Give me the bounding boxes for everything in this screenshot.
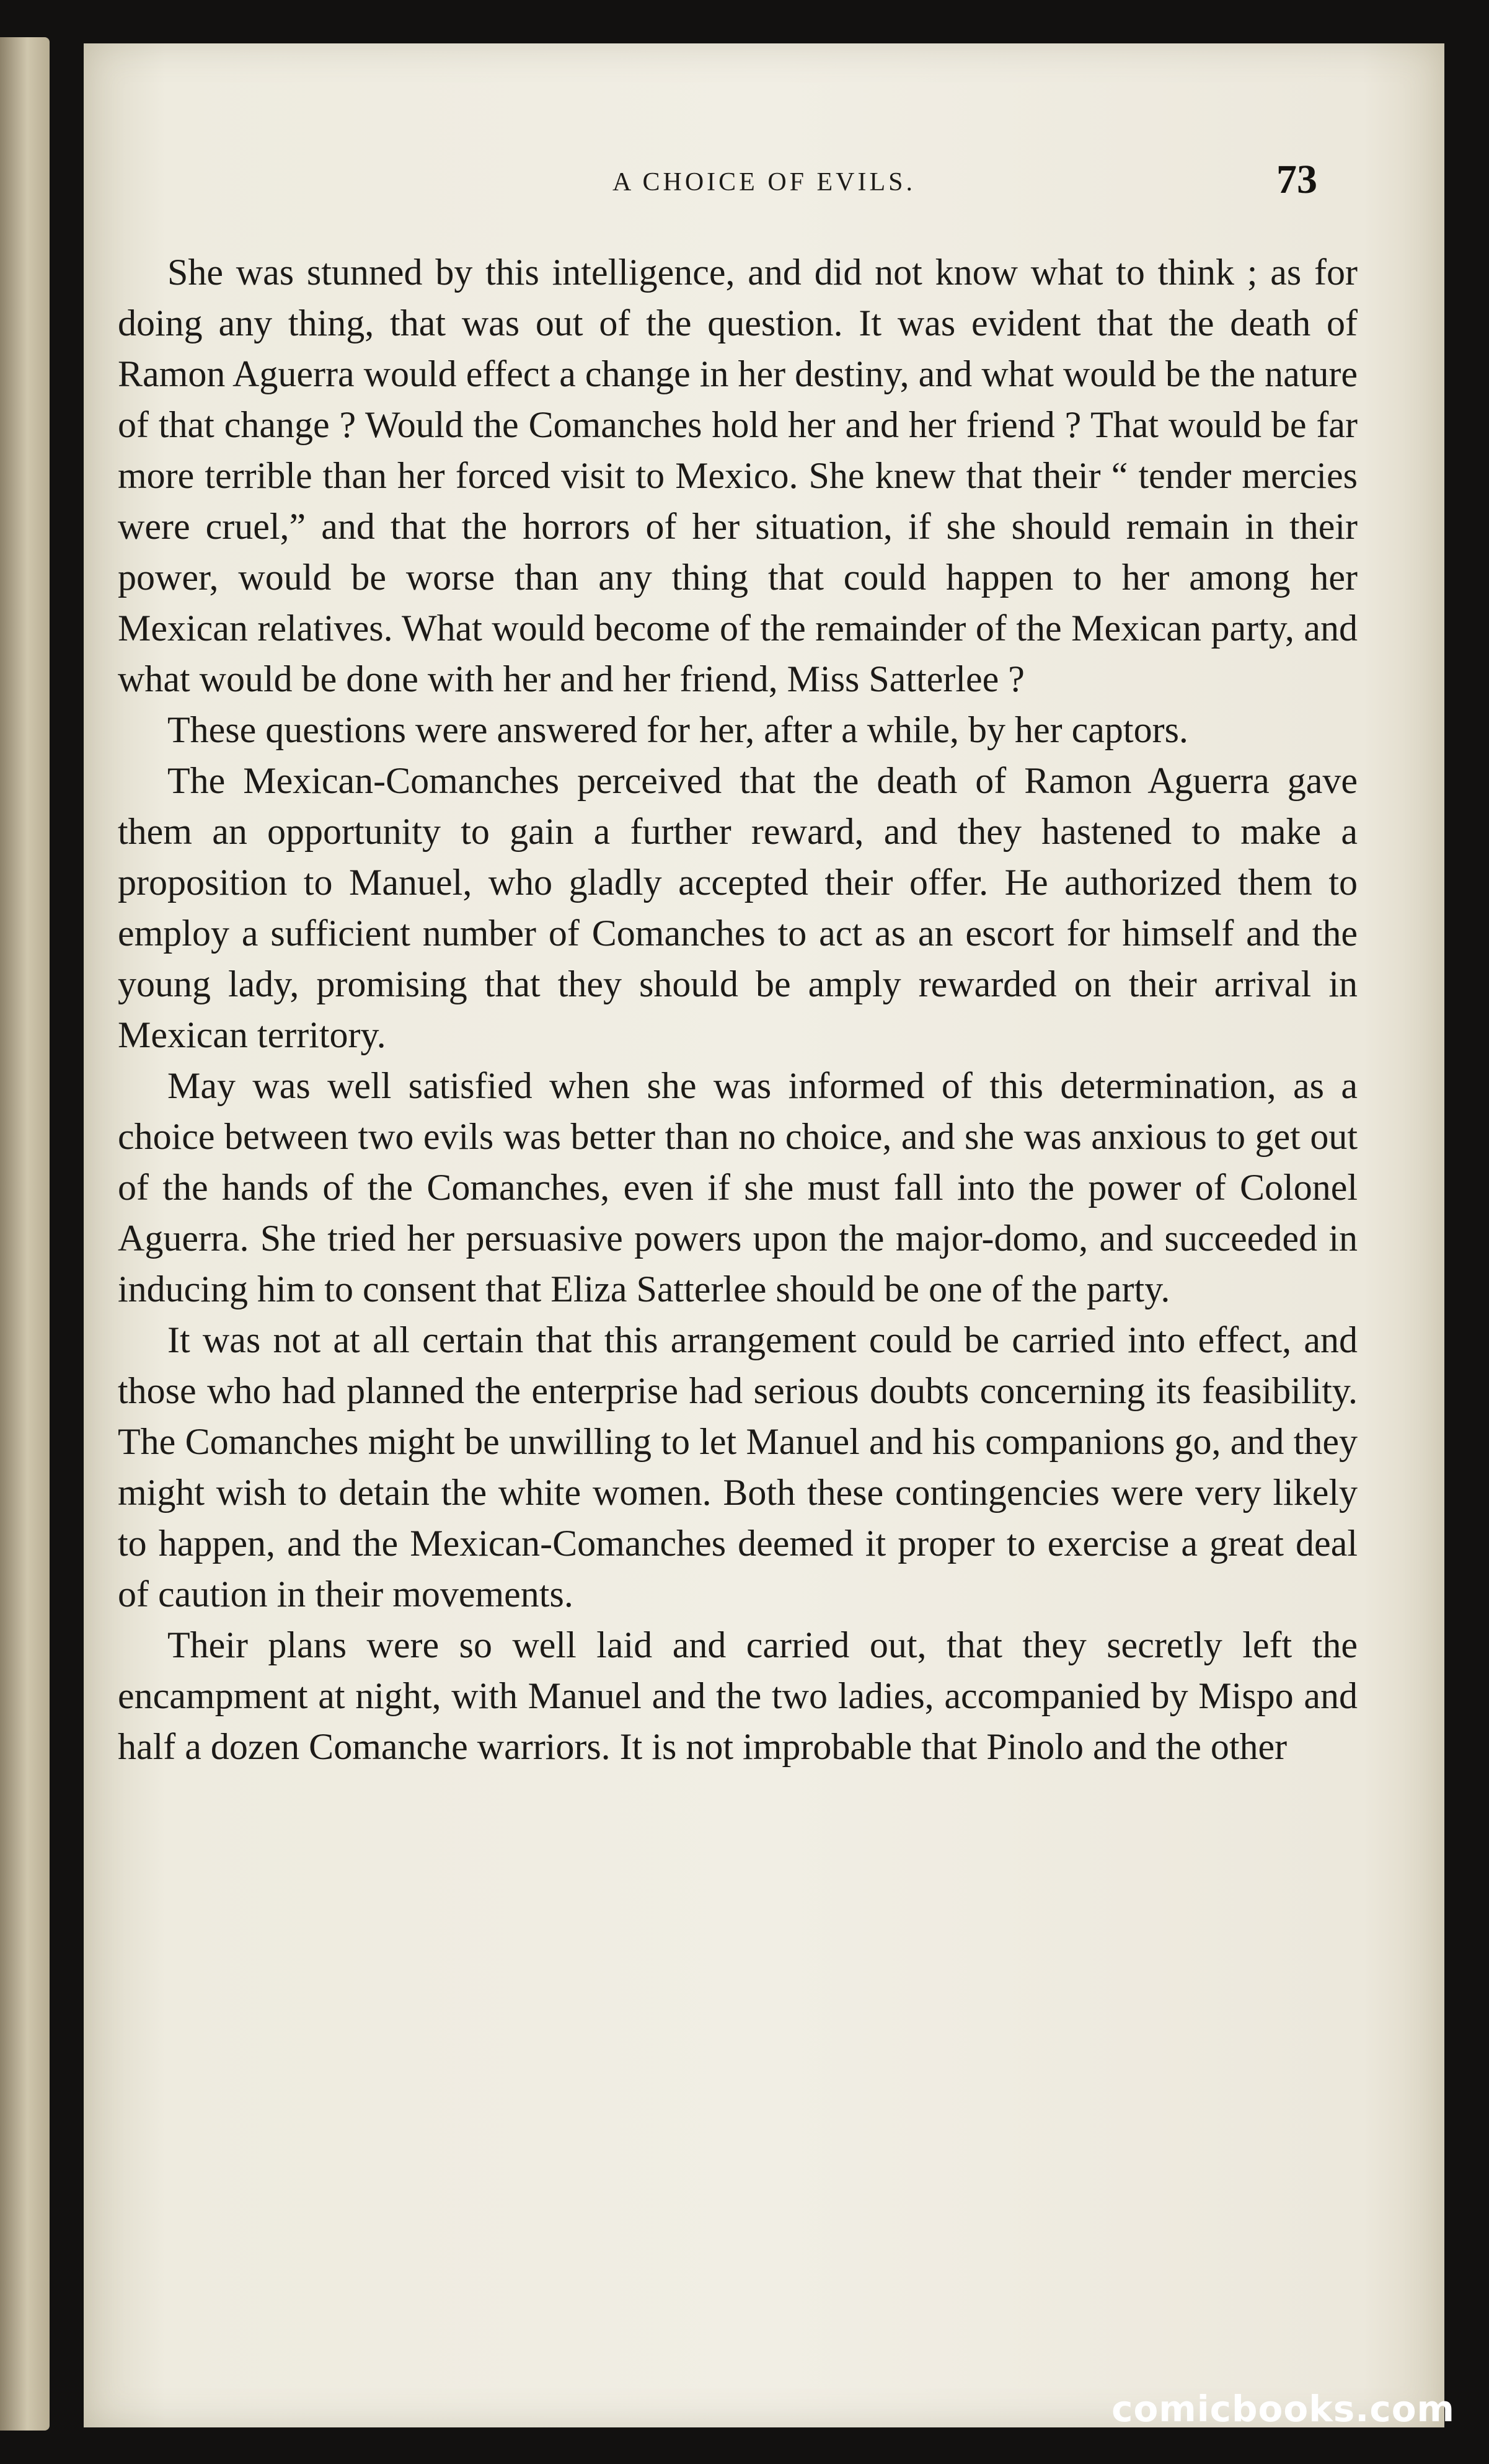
paragraph: The Mexican-Comanches perceived that the death of Ramon Aguerra gave them an opportunity to gain a further reward, and they hastened to make a proposition to Manuel, who gladly accepted their offer. He authorized them to employ a sufficient number of Comanches to act as an escort for himself and the young lady, promising that they should be amply rewarded on their arrival in Mexican territory. [118,760,1358,1055]
running-head [84,149,1444,211]
body-text [118,247,1358,1772]
paragraph: It was not at all certain that this arrangement could be carried into effect, and those who had planned the enterprise had serious doubts concerning its feasibility. The Comanches might be unwilling to let Manuel and his companions go, and they might wish to detain the white women. Both these contingencies were very likely to happen, and the Mexican-Comanches deemed it proper to exercise a great deal of caution in their movements. [118,1319,1358,1615]
paragraph: Their plans were so well laid and carried out, that they secretly left the encampment at night, with Manuel and the two ladies, accompanied by Mispo and half a dozen Comanche warriors. It is not improbable that Pinolo and the other [118,1624,1358,1767]
paragraph [118,247,1358,704]
chapter-title: A CHOICE OF EVILS. [612,168,916,197]
paragraph-text: She was stunned by this intelligence, and did not know what to think ; as for doing any thing, that was out of the question. It was evident that the death of Ramon Aguerra would effect a change in her destiny, and what would be the nature of that change ? Would the Comanches hold her and her friend ? That would be far more terrible than her forced visit to Mexico. She knew that their “ tender mercies were cruel,” and that the horrors of her situation, if she should remain in their power, would be worse than any thing that could happen to her among her Mexican relatives. What would become of the remainder of the Mexican party, and what would be done with her and her friend, Miss Satterlee ? [118,252,1358,699]
adjacent-page-edge [0,37,50,2431]
page-number: 73 [1276,157,1317,202]
paragraph: May was well satisfied when she was informed of this determination, as a choice between two evils was better than no choice, and she was anxious to get out of the hands of the Comanches, even if she must fall into the power of Colonel Aguerra. She tried her persuasive powers upon the major-domo, and succeeded in inducing him to consent that Eliza Satterlee should be one of the party. [118,1065,1358,1310]
book-page [84,43,1444,2427]
watermark-logo: comicbooks.com [1111,2388,1455,2430]
paragraph: These questions were answered for her, after a while, by her captors. [167,709,1188,750]
